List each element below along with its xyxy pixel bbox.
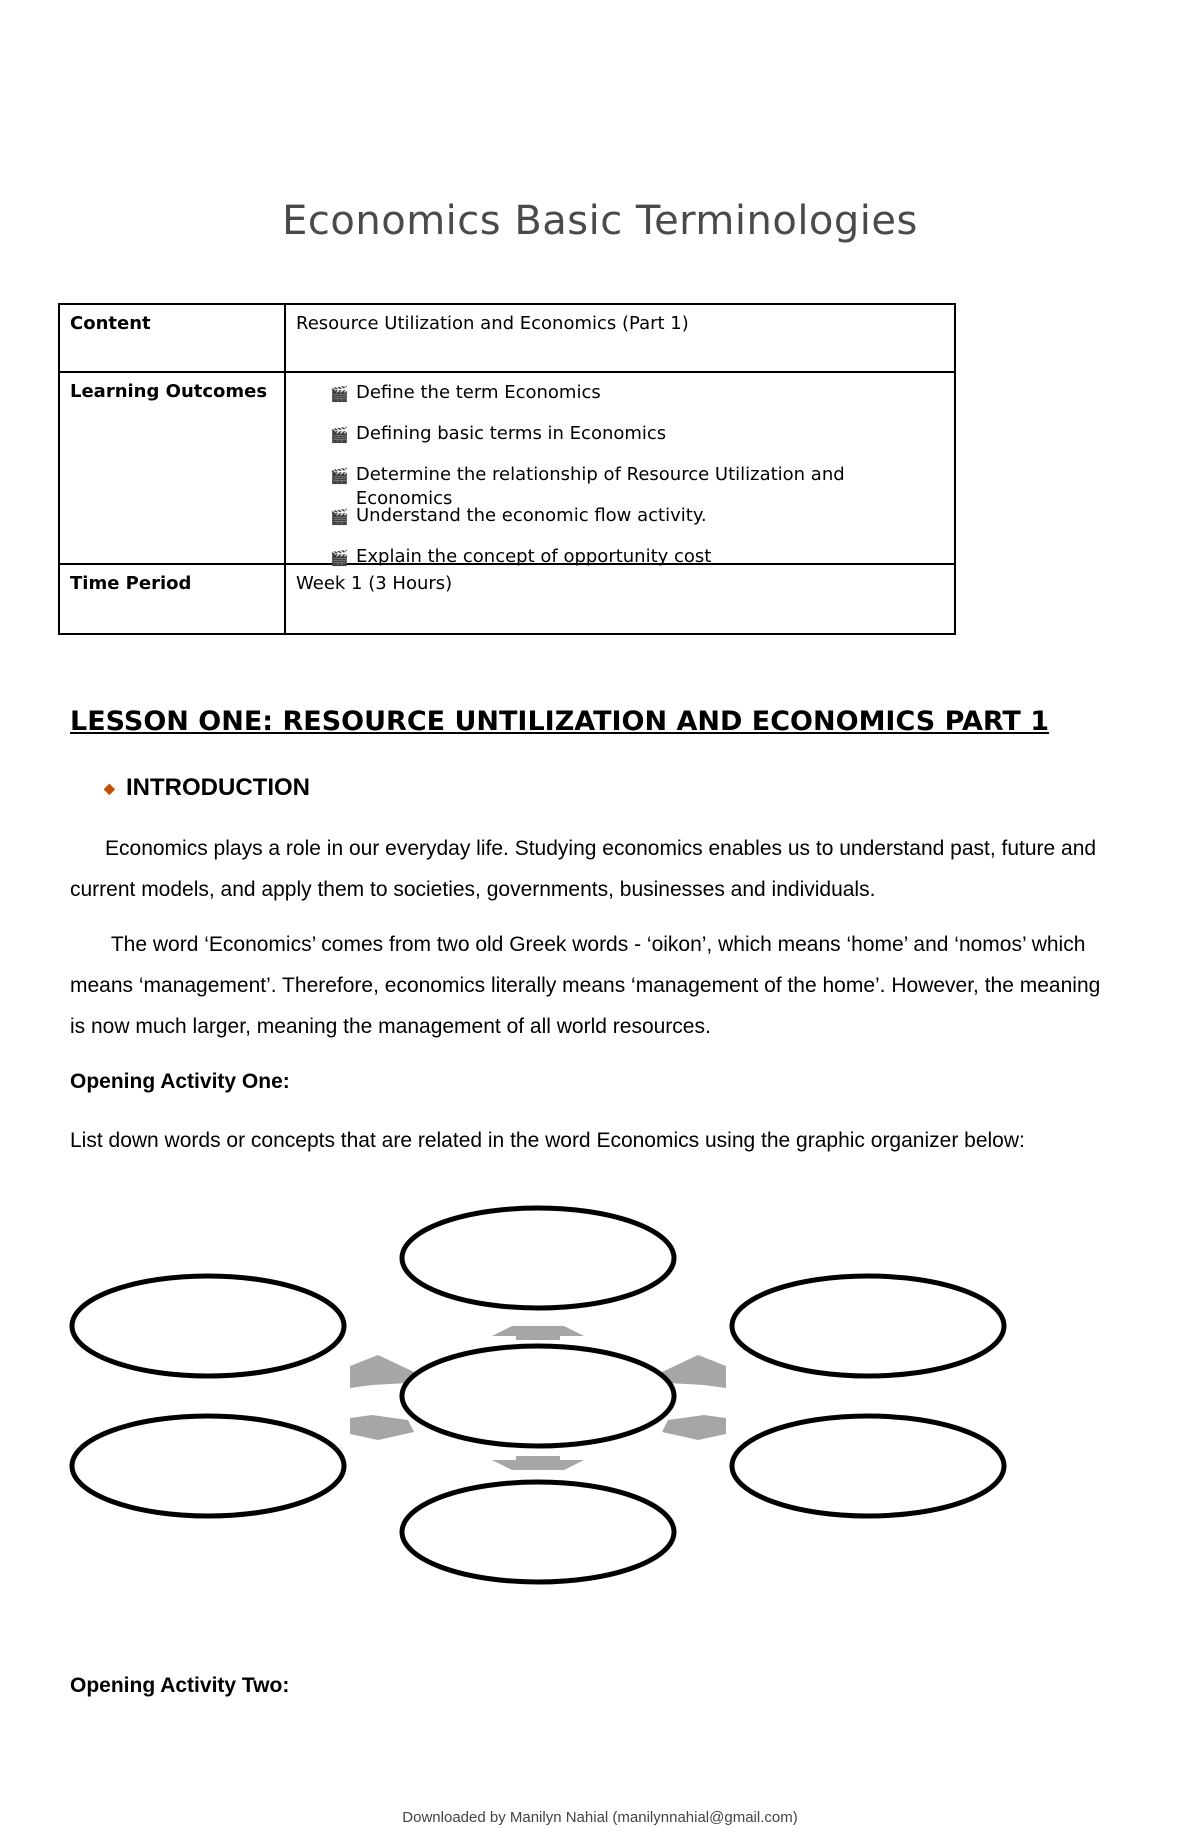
list-item: [330, 422, 944, 463]
outcome-text: Explain the concept of opportunity cost: [356, 546, 712, 567]
organizer-ellipses: [72, 1208, 1004, 1582]
content-label: Content: [59, 304, 285, 372]
ellipse-top: [402, 1208, 674, 1308]
clapperboard-bullet-icon: 🎬: [330, 508, 349, 526]
activity-one-heading: Opening Activity One:: [70, 1070, 290, 1093]
arrow-down-left: [350, 1415, 414, 1440]
arrow-up: [492, 1326, 584, 1340]
table-row-content: [59, 304, 955, 372]
arrow-down: [492, 1456, 584, 1470]
introduction-heading-text: INTRODUCTION: [126, 774, 310, 801]
ellipse-left-bottom: [72, 1416, 344, 1516]
lesson-heading: LESSON ONE: RESOURCE UNTILIZATION AND ECONOMICS PART 1: [70, 706, 1050, 737]
graphic-organizer: [0, 1190, 1200, 1600]
ellipse-left-top: [72, 1276, 344, 1376]
outcome-text: Determine the relationship of Resource Utilization and Economics: [355, 464, 845, 509]
outcome-text: Understand the economic flow activity.: [356, 505, 707, 526]
learning-outcomes-cell: [285, 372, 955, 567]
time-period-label: Time Period: [59, 564, 285, 634]
table-row-learning-outcomes: [59, 372, 955, 564]
activity-one-instructions: List down words or concepts that are related in the word Economics using the graphic organizer below:: [70, 1129, 1025, 1152]
ellipse-center: [402, 1346, 674, 1446]
learning-outcomes-label: Learning Outcomes: [59, 372, 285, 564]
time-period-value: Week 1 (3 Hours): [285, 564, 955, 634]
activity-two-heading: Opening Activity Two:: [70, 1674, 290, 1697]
ellipse-bottom: [402, 1482, 674, 1582]
introduction-paragraph-2: [70, 924, 1120, 1047]
document-title: Economics Basic Terminologies: [282, 198, 918, 244]
list-item: [330, 381, 944, 422]
ellipse-right-top: [732, 1276, 1004, 1376]
download-footer: Downloaded by Manilyn Nahial (manilynnahial@gmail.com): [402, 1809, 798, 1826]
clapperboard-bullet-icon: 🎬: [330, 467, 349, 485]
lesson-info-table: [58, 303, 956, 635]
learning-outcomes-list: [296, 381, 944, 567]
ellipse-right-bottom: [732, 1416, 1004, 1516]
arrow-bullet-icon: ◆: [104, 779, 115, 796]
paragraph-2-text: The word ‘Economics’ comes from two old Greek words - ‘oikon’, which means ‘home’ and ‘nomos’ which means ‘management’. Therefore, economics literally means ‘management of the home’. However, the meaning is now much larger, meaning the management of all world resources.: [70, 933, 1101, 1038]
clapperboard-bullet-icon: 🎬: [330, 426, 349, 444]
clapperboard-bullet-icon: 🎬: [330, 549, 349, 567]
clapperboard-bullet-icon: 🎬: [330, 385, 349, 403]
outcome-text: Defining basic terms in Economics: [356, 423, 667, 444]
introduction-paragraph-1: [70, 828, 1120, 910]
arrow-down-right: [662, 1415, 726, 1440]
table-row-time-period: [59, 564, 955, 634]
list-item: [330, 463, 944, 509]
paragraph-1-text: Economics plays a role in our everyday life. Studying economics enables us to understand past, future and current models, and apply them to societies, governments, businesses and individuals.: [70, 837, 1097, 901]
introduction-heading: [104, 774, 310, 802]
content-value: Resource Utilization and Economics (Part 1): [285, 304, 955, 372]
outcome-text: Define the term Economics: [356, 382, 601, 403]
